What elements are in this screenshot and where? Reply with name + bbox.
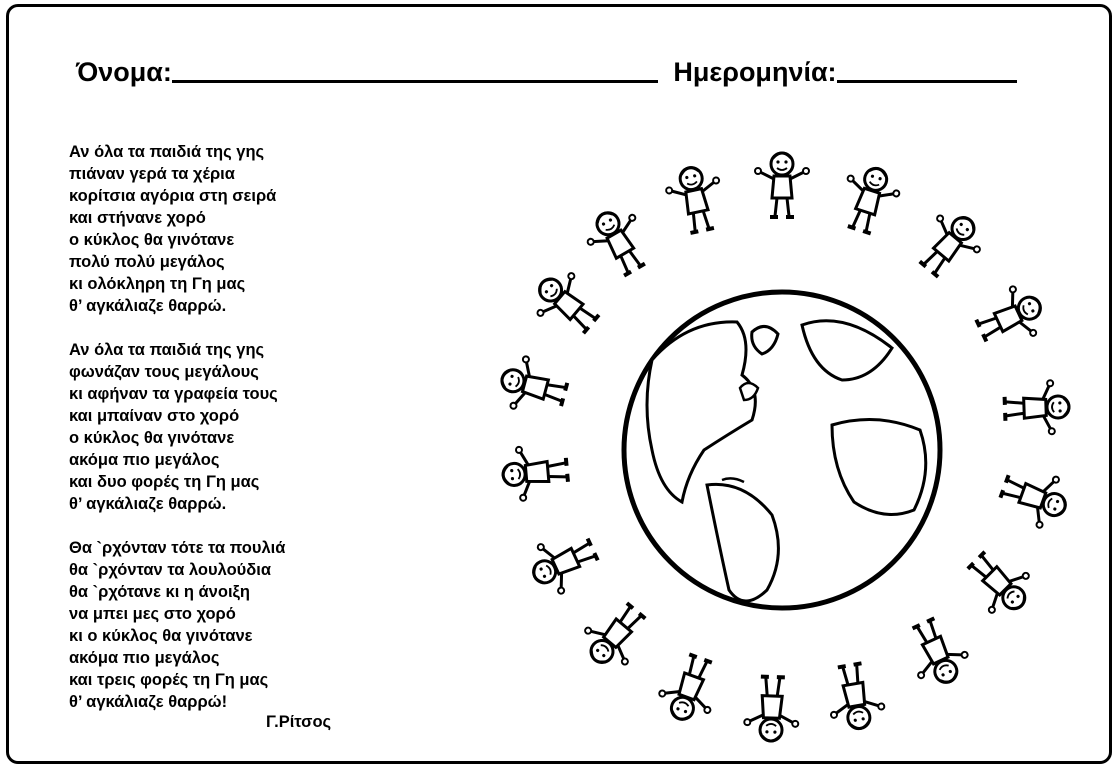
poem-author: Γ.Ρίτσος [266, 713, 332, 731]
poem-line: θ’ αγκάλιαζε θαρρώ! [69, 693, 228, 711]
poem-line: ο κύκλος θα γινότανε [69, 231, 235, 249]
poem-line: πιάναν γερά τα χέρια [69, 165, 235, 183]
poem-line: πολύ πολύ μεγάλος [69, 253, 225, 271]
poem-line: ακόμα πιο μεγάλος [69, 451, 220, 469]
poem-line: ο κύκλος θα γινότανε [69, 429, 235, 447]
poem [69, 141, 369, 735]
poem-line: και δυο φορές τη Γη μας [69, 473, 260, 491]
name-blank-line[interactable] [172, 50, 658, 83]
poem-line: να μπει μες στο χορό [69, 605, 236, 623]
poem-line: Θα `ρχόνταν τότε τα πουλιά [69, 539, 286, 557]
poem-line: θ’ αγκάλιαζε θαρρώ. [69, 495, 227, 513]
poem-line: Αν όλα τα παιδιά της γης [69, 341, 265, 359]
poem-stanza-1 [69, 141, 369, 317]
name-label: Όνομα: [76, 57, 172, 87]
poem-line: κι αφήναν τα γραφεία τους [69, 385, 278, 403]
earth-globe [624, 292, 940, 608]
poem-line: κορίτσια αγόρια στη σειρά [69, 187, 277, 205]
poem-line: Αν όλα τα παιδιά της γης [69, 143, 265, 161]
children-around-earth-illustration [482, 150, 1082, 750]
worksheet-header [76, 50, 1066, 94]
poem-line: ακόμα πιο μεγάλος [69, 649, 220, 667]
date-label: Ημερομηνία: [673, 57, 837, 87]
poem-line: θα `ρχόνταν τα λουλούδια [69, 561, 271, 579]
poem-stanza-3 [69, 537, 369, 713]
poem-line: φωνάζαν τους μεγάλους [69, 363, 259, 381]
poem-line: θ’ αγκάλιαζε θαρρώ. [69, 297, 227, 315]
poem-line: και τρεις φορές τη Γη μας [69, 671, 269, 689]
date-blank-line[interactable] [837, 50, 1017, 83]
poem-line: θα `ρχότανε κι η άνοιξη [69, 583, 250, 601]
poem-stanza-2 [69, 339, 369, 515]
poem-line: και στήνανε χορό [69, 209, 206, 227]
poem-line: κι ολόκληρη τη Γη μας [69, 275, 246, 293]
poem-line: και μπαίναν στο χορό [69, 407, 240, 425]
poem-line: κι ο κύκλος θα γινότανε [69, 627, 253, 645]
